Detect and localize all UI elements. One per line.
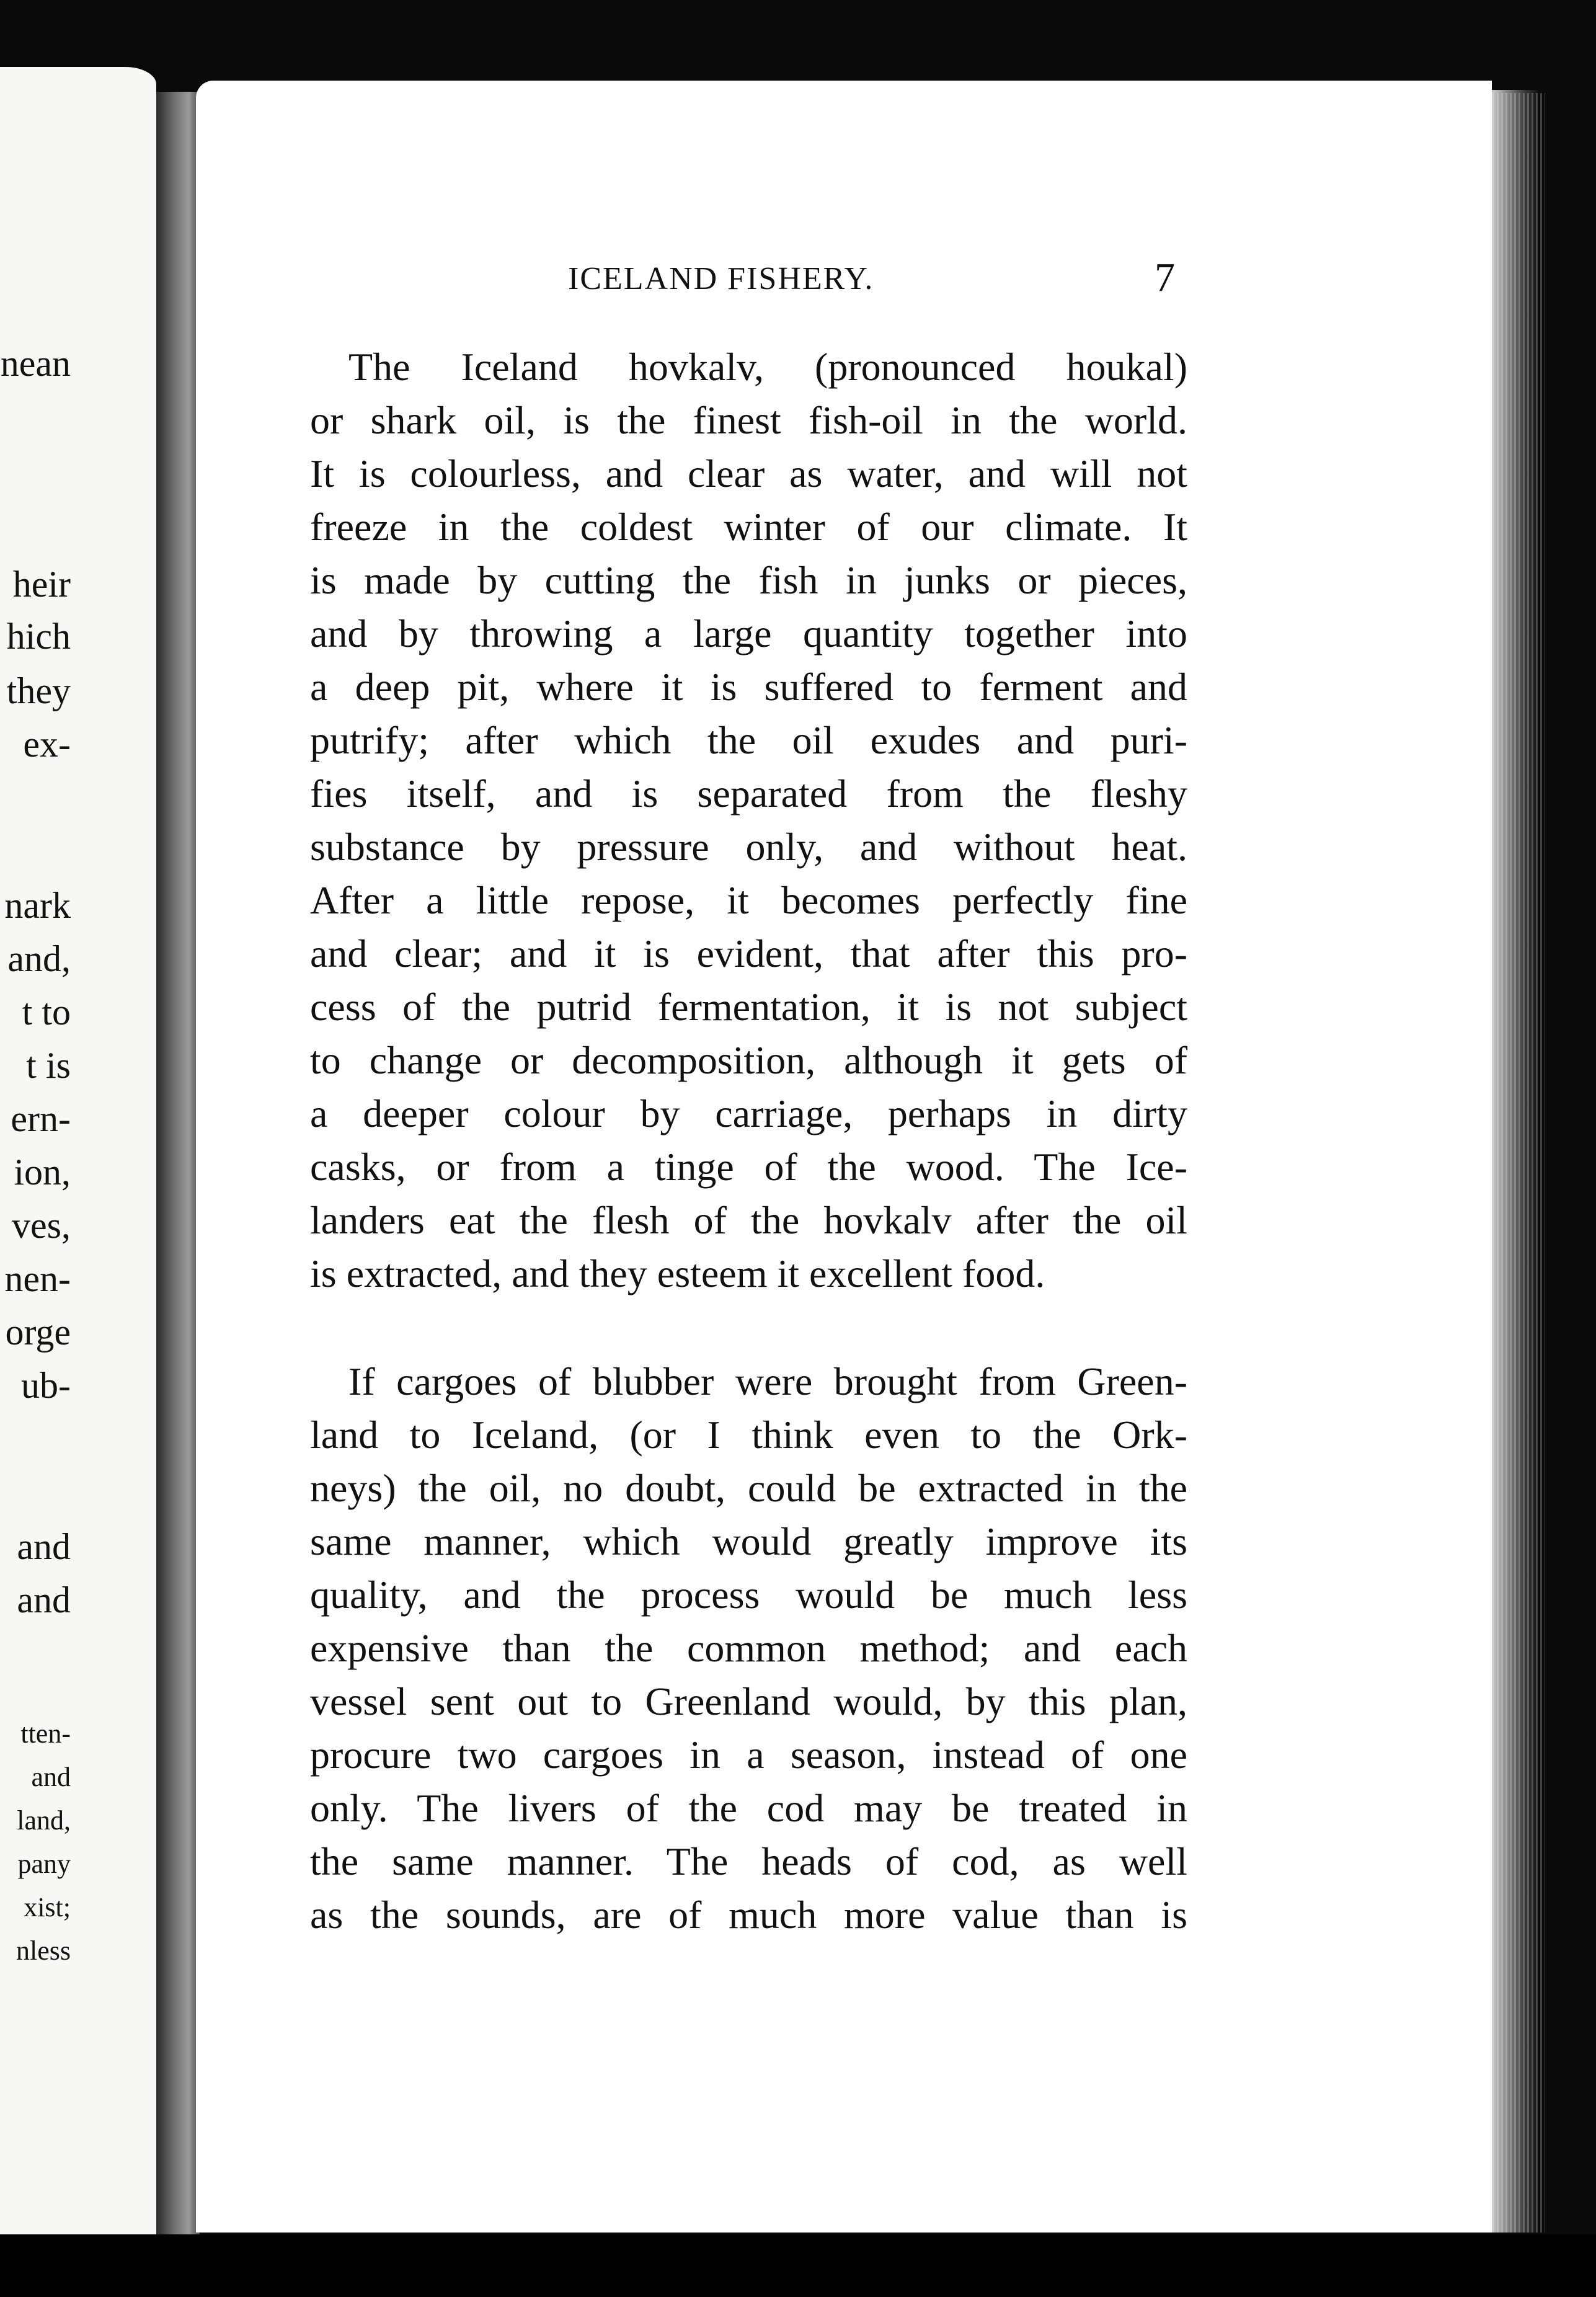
left-page-text: hich — [6, 616, 71, 657]
text-line: a deeper colour by carriage, perhaps in dirty — [310, 1091, 1187, 1135]
left-page-text: orge — [5, 1312, 71, 1353]
left-page-text: and, — [7, 938, 71, 979]
left-page-text: nen- — [4, 1258, 71, 1299]
left-page-text: nless — [16, 1935, 71, 1966]
left-page-text: xist; — [24, 1892, 71, 1922]
left-page-text: land, — [17, 1805, 71, 1836]
left-page-text: tten- — [20, 1718, 71, 1749]
left-page-fragment — [0, 67, 156, 2234]
text-line: is made by cutting the fish in junks or pieces, — [310, 558, 1187, 602]
text-line: only. The livers of the cod may be treated in — [310, 1786, 1187, 1830]
running-head: ICELAND FISHERY. — [568, 261, 874, 296]
book-gutter — [156, 92, 200, 2234]
left-page-text: ub- — [21, 1365, 71, 1406]
left-page-text: ern- — [11, 1098, 71, 1139]
text-line: landers eat the flesh of the hovkalv after the oil — [310, 1198, 1187, 1242]
text-line: land to Iceland, (or I think even to the Ork- — [310, 1413, 1187, 1457]
left-page-text: ion, — [14, 1152, 71, 1193]
text-line: putrify; after which the oil exudes and puri- — [310, 718, 1187, 762]
scan-bottom-border — [0, 2234, 1596, 2297]
left-page-text: pany — [17, 1849, 71, 1879]
text-line: to change or decomposition, although it gets of — [310, 1038, 1187, 1082]
left-page-text: nark — [4, 885, 71, 926]
text-line: or shark oil, is the finest fish-oil in the world. — [310, 398, 1187, 442]
page-edge-shadow — [1492, 90, 1538, 2233]
text-line: substance by pressure only, and without heat. — [310, 825, 1187, 869]
left-page-text: t to — [22, 992, 71, 1033]
text-line: If cargoes of blubber were brought from Green- — [348, 1359, 1187, 1403]
text-line: as the sounds, are of much more value than is — [310, 1893, 1187, 1937]
text-line: is extracted, and they esteem it excellent food. — [310, 1251, 1045, 1295]
text-line: and by throwing a large quantity together into — [310, 611, 1187, 655]
page-number: 7 — [1155, 255, 1175, 300]
text-line: a deep pit, where it is suffered to ferment and — [310, 665, 1187, 709]
text-line: casks, or from a tinge of the wood. The Ice- — [310, 1145, 1187, 1189]
left-page-text: heir — [12, 564, 71, 605]
text-line: same manner, which would greatly improve its — [310, 1519, 1187, 1563]
text-line: It is colourless, and clear as water, and will not — [310, 451, 1187, 495]
text-line: vessel sent out to Greenland would, by this plan, — [310, 1679, 1187, 1723]
text-line: expensive than the common method; and each — [310, 1626, 1187, 1670]
left-page-text: nean — [0, 343, 71, 384]
text-line: and clear; and it is evident, that after this pro- — [310, 931, 1187, 975]
text-line: After a little repose, it becomes perfectly fine — [310, 878, 1187, 922]
left-page-text: they — [6, 670, 71, 711]
left-page-text: and — [31, 1762, 71, 1792]
text-line: procure two cargoes in a season, instead of one — [310, 1733, 1187, 1777]
text-line: The Iceland hovkalv, (pronounced houkal) — [348, 345, 1187, 389]
left-page-text: and — [17, 1579, 71, 1620]
left-page-text: ves, — [12, 1205, 71, 1246]
text-line: fies itself, and is separated from the fleshy — [310, 771, 1187, 815]
text-line: neys) the oil, no doubt, could be extracted in the — [310, 1466, 1187, 1510]
text-line: cess of the putrid fermentation, it is not subject — [310, 985, 1187, 1029]
left-page-text: ex- — [23, 724, 71, 765]
text-line: quality, and the process would be much less — [310, 1573, 1187, 1617]
left-page-text: and — [17, 1526, 71, 1567]
left-page-text: t is — [26, 1045, 71, 1086]
text-line: the same manner. The heads of cod, as well — [310, 1839, 1187, 1883]
text-line: freeze in the coldest winter of our climate. It — [310, 505, 1187, 549]
